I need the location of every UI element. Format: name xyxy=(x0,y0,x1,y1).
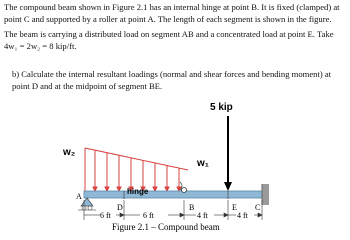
point-b-label: B xyxy=(189,203,195,212)
load-w2-label: w₂ xyxy=(63,147,76,158)
question-b: b) Calculate the internal resultant loadings (normal and shear forces and bending moment) at point D and at the midpoint of segment BE. xyxy=(12,69,332,91)
dim-db: 6 ft xyxy=(143,211,154,220)
figure-caption: Figure 2.1 – Compound beam xyxy=(112,222,220,232)
point-load-arrow xyxy=(224,116,232,191)
dim-ad: 6 ft xyxy=(100,211,111,220)
load-w1-label: w₁ xyxy=(197,158,209,169)
point-d-label: D xyxy=(117,203,123,212)
compound-beam-figure xyxy=(0,96,350,233)
problem-paragraph-1: The compound beam shown in Figure 2.1 has an internal hinge at point B. It is fixed (clamped) at point C and supported by a roller at point A. The length of each segment is shown in the figure. xyxy=(4,2,340,24)
hinge-label: hinge xyxy=(127,187,149,196)
point-load-label: 5 kip xyxy=(210,102,233,113)
point-c-label: C xyxy=(255,203,261,212)
dim-ec: 4 ft xyxy=(237,211,248,220)
point-e-label: E xyxy=(232,203,237,212)
fixed-support-c xyxy=(262,184,269,205)
distributed-load xyxy=(85,148,188,191)
problem-paragraph-2: The beam is carrying a distributed load on segment AB and a concentrated load at point E. Take 4w₁ = 2w₂ = 8 kip/ft. xyxy=(4,29,334,51)
beam xyxy=(84,191,262,198)
point-a-label: A xyxy=(76,192,82,201)
dim-be: 4 ft xyxy=(197,211,208,220)
